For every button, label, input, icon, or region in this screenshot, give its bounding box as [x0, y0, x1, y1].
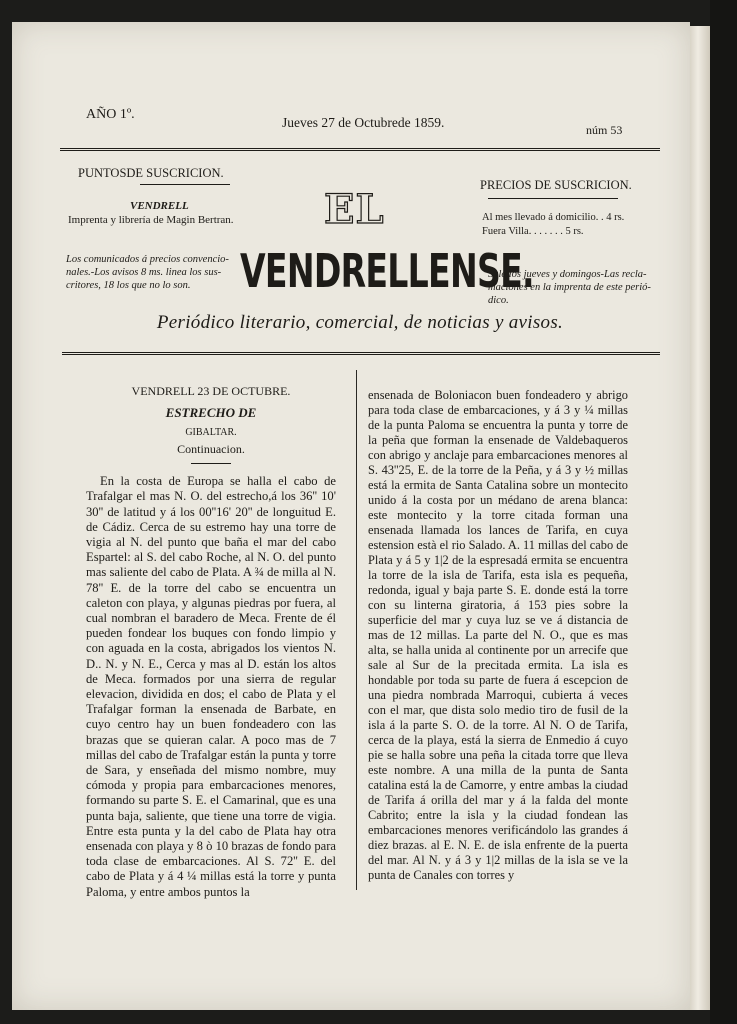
page-edge	[690, 26, 710, 1010]
scan-background	[710, 0, 737, 1024]
article-column-left	[86, 384, 336, 900]
left-box-rule	[140, 184, 230, 185]
masthead-title: VENDRELLENSE.	[240, 244, 534, 298]
masthead-rule	[62, 352, 660, 355]
right-notice: Sale los jueves y domingos-Las recla- maciones en la imprenta de este perió- dico.	[488, 269, 651, 306]
masthead-subtitle: Periódico literario, comercial, de noticias y avisos.	[156, 312, 564, 333]
price-outside: Fuera Villa. . . . . . . 5 rs.	[482, 226, 584, 237]
article-subtitle: GIBALTAR.	[185, 426, 237, 438]
article-continuation: Continuacion.	[177, 441, 245, 456]
right-box-rule	[488, 198, 618, 199]
subscription-prices-heading: PRECIOS DE SUSCRICION.	[480, 178, 632, 192]
article-separator	[191, 463, 231, 464]
subscription-points-heading: PUNTOSDE SUSCRICION.	[78, 166, 224, 180]
town-label: VENDRELL	[130, 200, 189, 212]
article-title: ESTRECHO DE	[165, 405, 257, 421]
year-label: AÑO 1º.	[86, 107, 135, 122]
article-column-right	[368, 388, 628, 883]
column-divider	[356, 370, 357, 890]
article-paragraph-continued: ensenada de Boloniacon buen fondeadero y abrigo para toda clase de embarcaciones, y á 3 y ¼ millas de la punta Paloma se encuentra la punta y torre de la peña que forman la ensenade de Valdebaqueros con abrigo y anclaje para embarcaciones menores al S. 43''25, E. de la torre de la Peña, y á 3 y ½ millas está la ermita de Santa Catalina sobre un montecito unido á la costa por un médano de arena blanca: este montecito y la torre citada forman una ensenada llamada los lances de Tarifa, en cuya estension està el rio Salado. A. 11 millas del cabo de Plata y á 5 y 1|2 de la espresadá ermita se encuentra la torre de la isla de Tarifa, esta isla es pequeña, redonda, igual y baja parte S. E. donde está la torre con su linterna giratoria, á 153 pies sobre la superficie del mar y cuya luz se ve á distancia de mas de 12 millas. La parte del N. O., que es mas alta, se halla unida al continente por un arrecife que sale al Sur de la precitada ermita. La isla es hondable por toda su parte de fuera á escepcion de una piedra nombrada Marroqui, cubierta á veces con el mar, que dista solo medio tiro de fusil de la isla á la parte S. O. de la torre. Al N. O de Tarifa, cerca de la playa, está la sierra de Enmedio á cuyo pie se halla sobre una peña la citada torre que lleva este nombre. A una milla de la punta de Santa catalina está la de Camorre, y entre ambas la ciudad de Tarifa á orilla del mar y á la falda del monte Cabrito; entre la isla y la ciudad fondean las embarcaciones menores verificándolo las grandes á diez brazas. al E. N. E. de isla enfrente de la puerta del mar. Al N. y á 3 y 1|2 millas de la isla se ve la punta de Canales con torres y	[368, 388, 628, 882]
printer-label: Imprenta y librería de Magin Bertran.	[68, 214, 234, 226]
issue-date: Jueves 27 de Octubrede 1859.	[282, 115, 445, 130]
left-notice: Los comunicados á precios convencio- nales.-Los avisos 8 ms. linea los sus- critores, 18 los que no lo son.	[66, 254, 229, 291]
article-paragraph: En la costa de Europa se halla el cabo de Trafalgar el mas N. O. del estrecho,á los 36'' 10' 30'' de latitud y á los 00''16' 20'' de longuitud E. de Cádiz. Cerca de su estremo hay una torre de vigia al N. del punto que baña el mar del cabo Espartel: al S. del cabo Roche, al N. O. del punto mas saliente del cabo de Plata. A ¾ de milla al N. 78'' E. de la torre del cabo se encuentra un caleton con playa, y algunas piedras por fuera, al cual nombran el baradero de Meca. Frente de él pueden fondear los buques con fondo limpio y con aguada en la costa, abrigados los vientos N. D.. N. y N. E., Cerca y mas al D. están los altos de Meca. formados por una sierra de regular elevacion, dividida en dos; el cabo de Plata y el Trafalgar forman la ensenada de Barbate, en cuyo centro hay un buen fondeadero con las brazas que se quieran calar. A poco mas de 7 millas del cabo de Trafalgar están la punta y torre de Sara, y enseñada del mismo nombre, muy cómoda y propia para embarcaciones menores, formando su parte S. E. el Camarinal, que es una punta baja, saliente, que tiene una torre de vigia. Entre esta punta y la del cabo de Plata hay otra ensenada con playa y 8 ò 10 brazas de fondo para toda clase de embarcaciones. Al S. 72'' E. del cabo de Plata y á 4 ¼ millas está la torre y punta Paloma, y entre ambos puntos la	[86, 474, 336, 899]
dateline: VENDRELL 23 DE OCTUBRE.	[131, 384, 291, 398]
header-rule	[60, 148, 660, 151]
masthead-article: EL	[324, 186, 385, 233]
price-monthly: Al mes llevado á domicilio. . 4 rs.	[482, 212, 625, 223]
issue-number: núm 53	[586, 123, 623, 137]
